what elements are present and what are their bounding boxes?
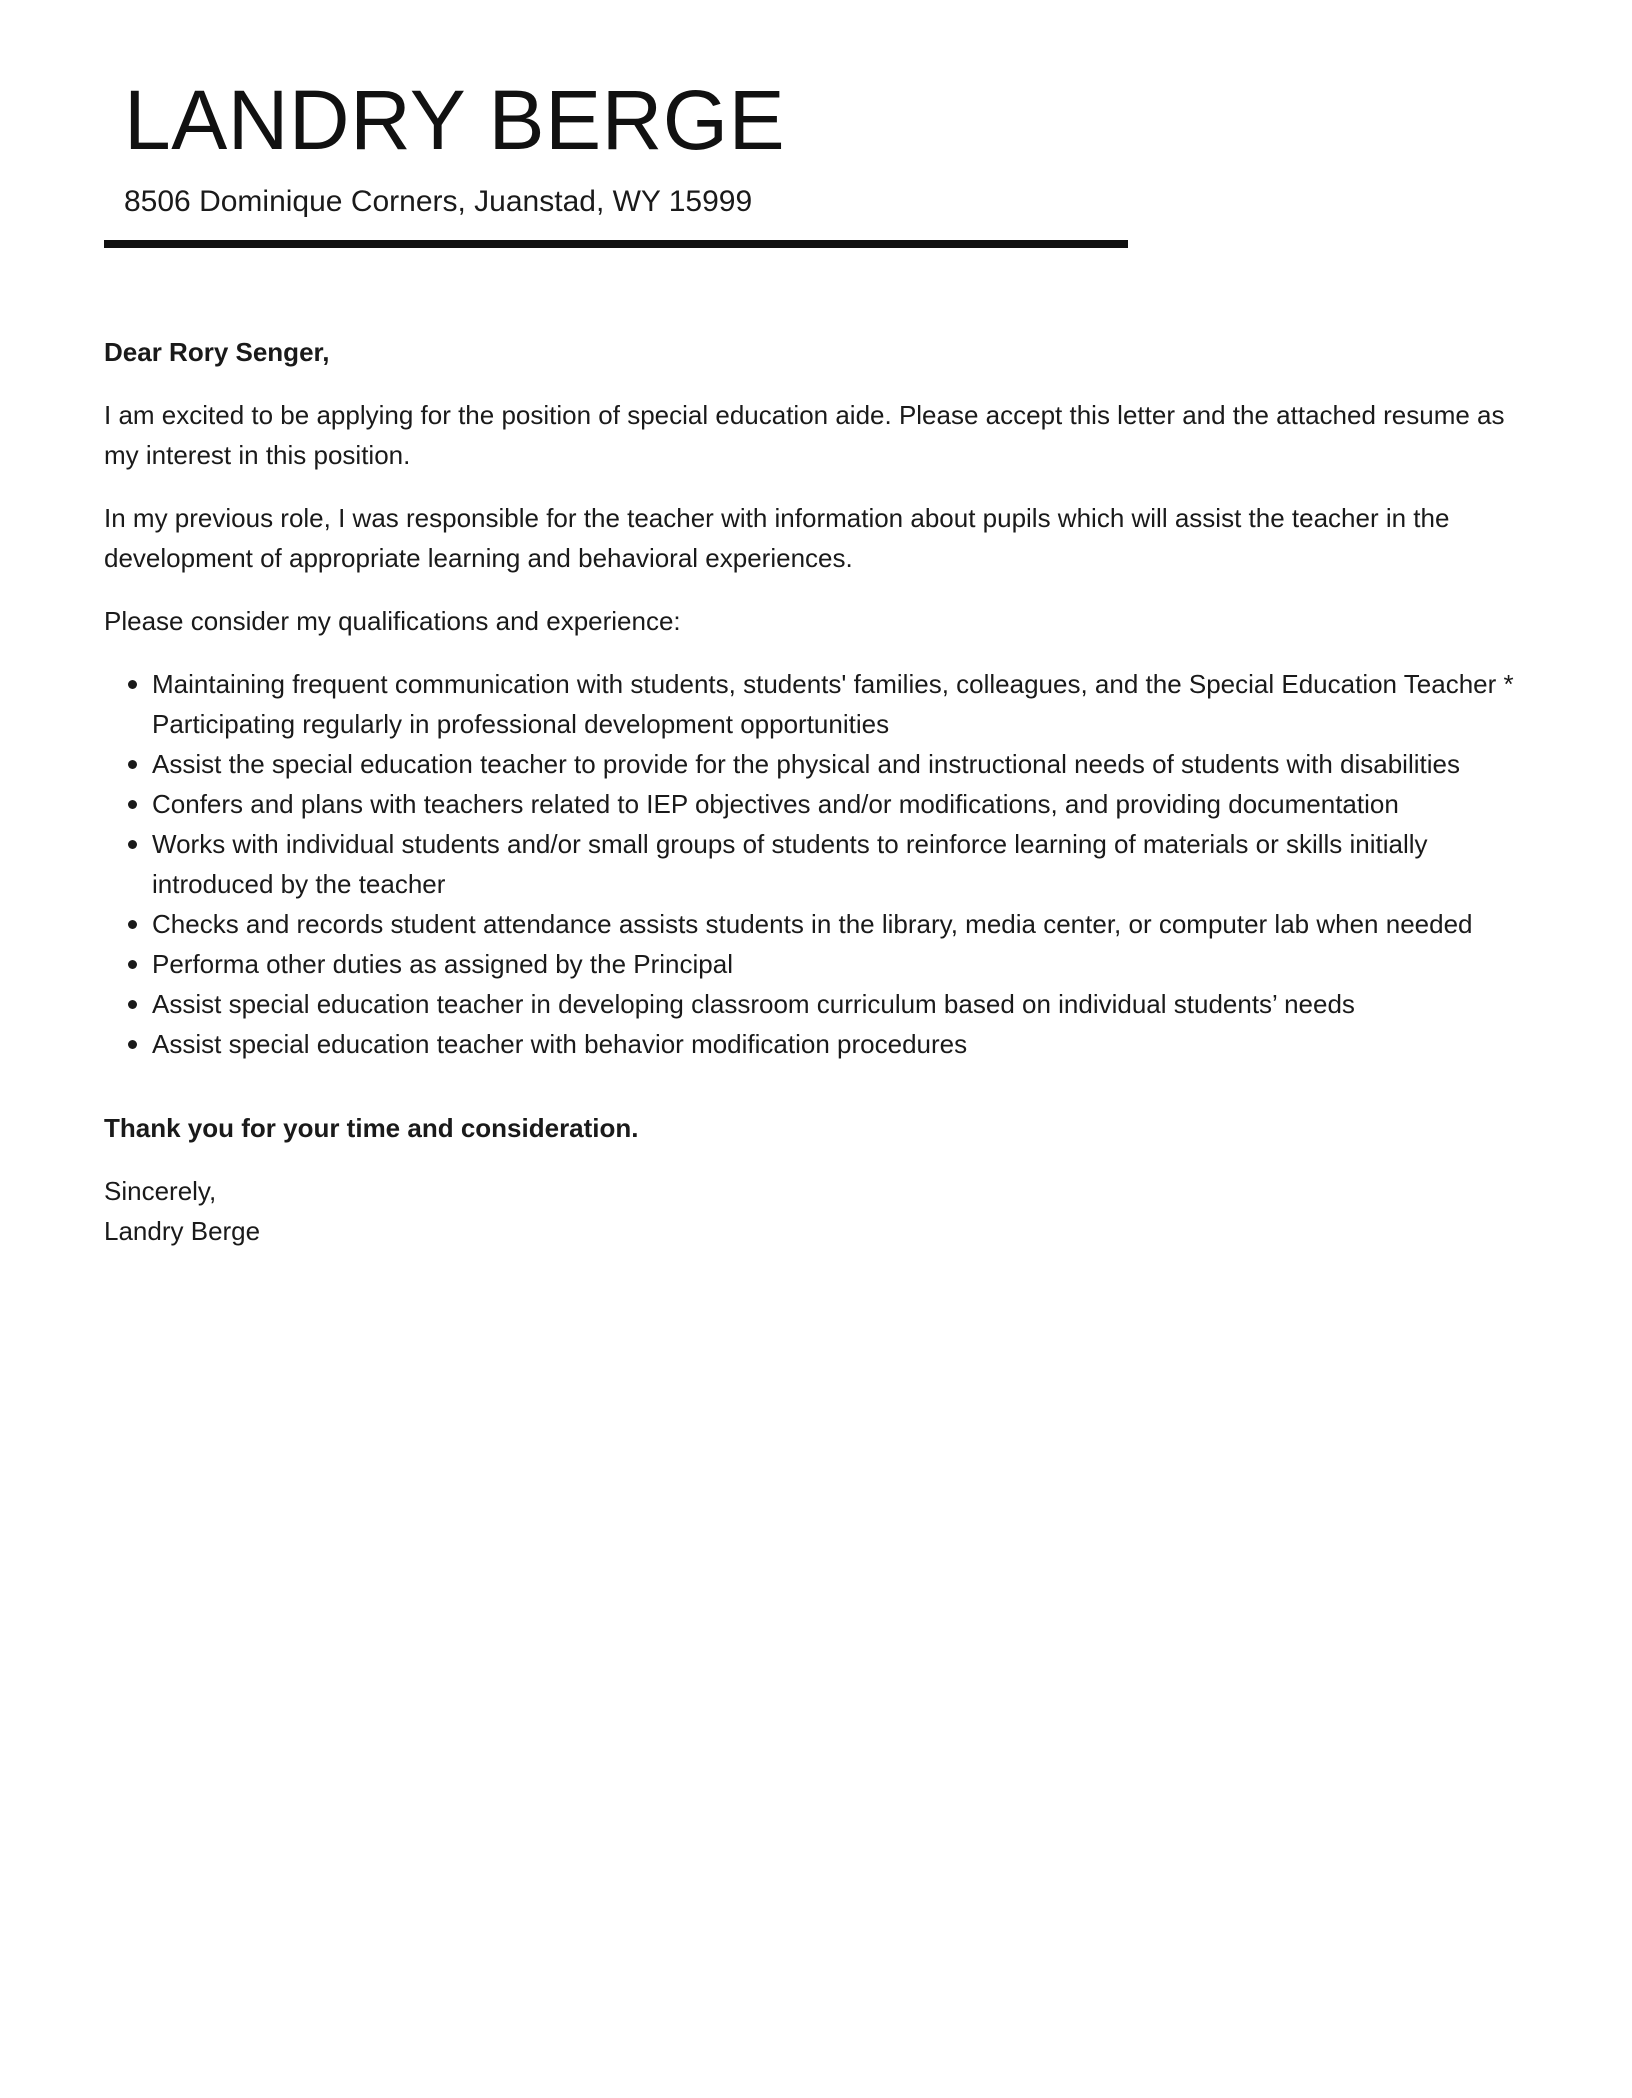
list-item-text: Maintaining frequent communication with students, students' families, colleagues, and the Special Education Teacher * Participating regularly in professional development opportunities: [152, 669, 1514, 739]
list-item-text: Assist the special education teacher to provide for the physical and instructional needs of students with disabilities: [152, 749, 1460, 779]
qualifications-intro: Please consider my qualifications and experience:: [104, 606, 681, 636]
bullet-icon: [128, 960, 137, 969]
header-divider: [104, 240, 1128, 248]
bullet-icon: [128, 840, 137, 849]
list-item-text: Assist special education teacher with behavior modification procedures: [152, 1029, 968, 1059]
list-item: [152, 904, 1544, 944]
bullet-icon: [128, 920, 137, 929]
signature-name: Landry Berge: [104, 1216, 261, 1246]
letter-header: [124, 70, 1424, 220]
list-item: [152, 744, 1544, 784]
list-item-text: Assist special education teacher in developing classroom curriculum based on individual students’ needs: [152, 989, 1355, 1019]
intro-paragraph: I am excited to be applying for the position of special education aide. Please accept this letter and the attached resume as my interest in this position.: [104, 400, 1505, 470]
qualifications-list: [104, 664, 1544, 1064]
list-item: [152, 784, 1544, 824]
previous-role-paragraph: In my previous role, I was responsible for the teacher with information about pupils which will assist the teacher in the development of appropriate learning and behavioral experiences.: [104, 503, 1450, 573]
applicant-address: 8506 Dominique Corners, Juanstad, WY 15999: [124, 185, 753, 218]
signoff: Sincerely,: [104, 1176, 217, 1206]
closing-line: Thank you for your time and consideration.: [104, 1113, 639, 1143]
applicant-name: LANDRY BERGE: [124, 73, 786, 167]
letter-body: [104, 332, 1544, 1251]
list-item: [152, 664, 1544, 744]
list-item: [152, 944, 1544, 984]
bullet-icon: [128, 1000, 137, 1009]
bullet-icon: [128, 800, 137, 809]
list-item: [152, 1024, 1544, 1064]
bullet-icon: [128, 1040, 137, 1049]
bullet-icon: [128, 680, 137, 689]
salutation: Dear Rory Senger,: [104, 337, 330, 367]
bullet-icon: [128, 760, 137, 769]
list-item-text: Checks and records student attendance assists students in the library, media center, or computer lab when needed: [152, 909, 1473, 939]
list-item-text: Confers and plans with teachers related to IEP objectives and/or modifications, and providing documentation: [152, 789, 1399, 819]
list-item-text: Works with individual students and/or small groups of students to reinforce learning of materials or skills initially introduced by the teacher: [152, 829, 1428, 899]
list-item-text: Performa other duties as assigned by the Principal: [152, 949, 733, 979]
list-item: [152, 824, 1544, 904]
list-item: [152, 984, 1544, 1024]
